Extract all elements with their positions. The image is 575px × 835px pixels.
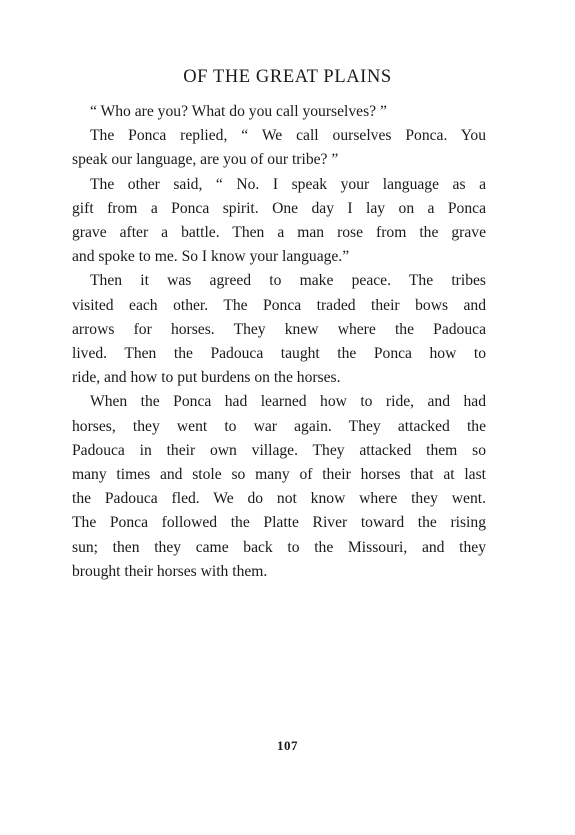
text-line: The Ponca followed the Platte River toward the rising [72, 514, 486, 532]
text-line: gift from a Ponca spirit. One day I lay on a Ponca [72, 199, 486, 217]
body-text [72, 100, 486, 584]
text-line: ride, and how to put burdens on the horses. [72, 369, 341, 387]
paragraph-3 [72, 173, 486, 270]
text-line: When the Ponca had learned how to ride, and had [90, 393, 486, 411]
paragraph-4 [72, 269, 486, 390]
text-line: Padouca in their own village. They attacked them so [72, 441, 486, 459]
text-line: arrows for horses. They knew where the Padouca [72, 320, 486, 338]
text-line: horses, they went to war again. They attacked the [72, 417, 486, 435]
running-head: OF THE GREAT PLAINS [183, 67, 392, 87]
text-line: The other said, “ No. I speak your language as a [90, 175, 486, 193]
text-line: brought their horses with them. [72, 562, 268, 580]
text-line: visited each other. The Ponca traded their bows and [72, 296, 486, 314]
paragraph-1 [72, 100, 486, 124]
text-line: many times and stole so many of their horses that at last [72, 466, 486, 484]
text-line: “ Who are you? What do you call yourselves? ” [90, 103, 387, 120]
page-number: 107 [277, 738, 298, 753]
paragraph-5 [72, 390, 486, 584]
text-line: lived. Then the Padouca taught the Ponca how to [72, 345, 486, 363]
text-line: grave after a battle. Then a man rose from the grave [72, 224, 486, 242]
text-line: and spoke to me. So I know your language.” [72, 248, 350, 266]
paragraph-2 [72, 124, 486, 172]
text-line: The Ponca replied, “ We call ourselves Ponca. You [90, 127, 486, 145]
text-line: Then it was agreed to make peace. The tribes [90, 272, 486, 290]
text-line: the Padouca fled. We do not know where they went. [72, 490, 486, 508]
text-line: speak our language, are you of our tribe? ” [72, 151, 339, 169]
text-line: sun; then they came back to the Missouri, and they [72, 538, 486, 556]
